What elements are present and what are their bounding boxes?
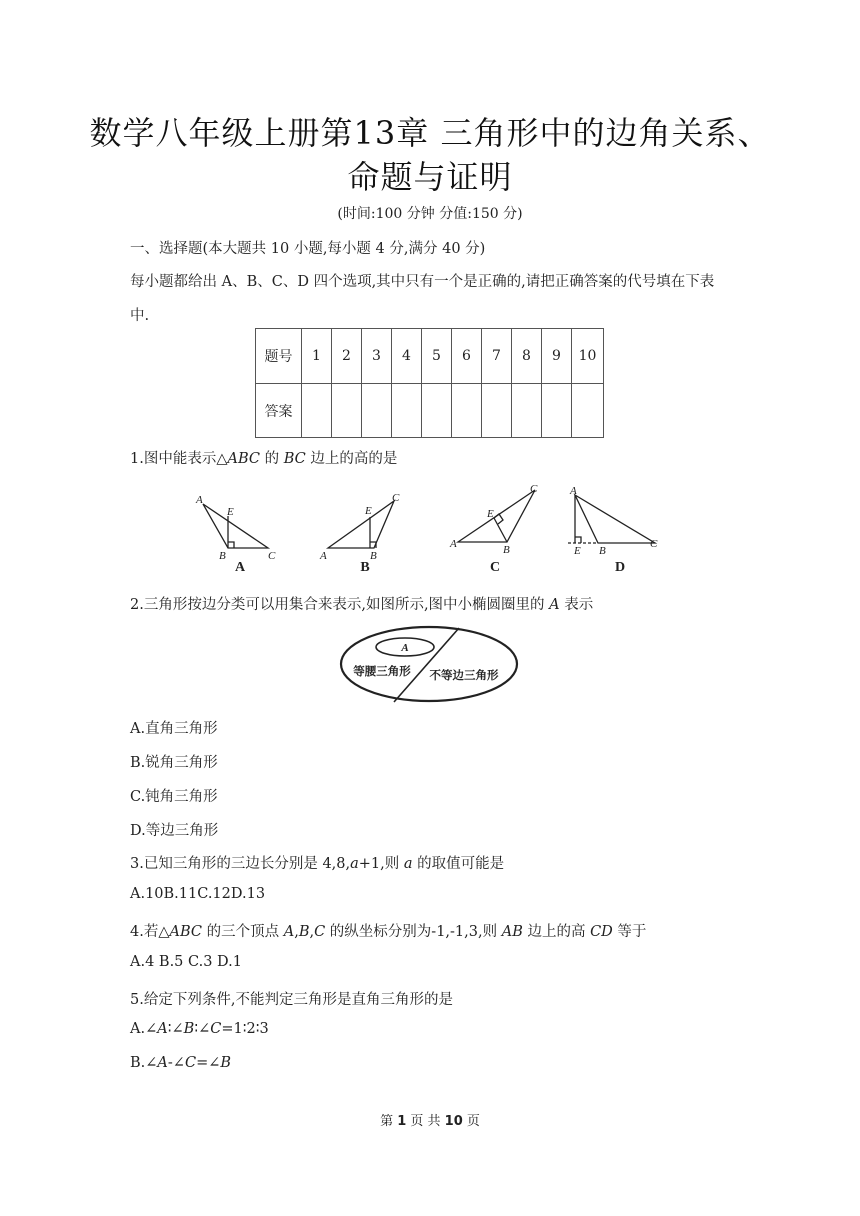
fig-a-vertex-e: E — [227, 506, 234, 518]
answer-cell[interactable] — [422, 384, 452, 438]
exam-time-score: (时间:100 分钟 分值:150 分) — [337, 206, 523, 222]
question-number-cell: 1 — [302, 329, 332, 384]
scalene-label: 不等边三角形 — [429, 670, 499, 682]
question-number-cell: 5 — [422, 329, 452, 384]
question-1-figure — [190, 480, 670, 575]
fig-caption-d: D — [614, 560, 626, 575]
question-4: 4.若△ABC 的三个顶点 A,B,C 的纵坐标分别为-1,-1,3,则 AB 边上的高 CD 等于 — [130, 924, 647, 940]
right-angle-mark-d — [575, 537, 581, 543]
question-number-cell: 8 — [512, 329, 542, 384]
question-2: 2.三角形按边分类可以用集合来表示,如图所示,图中小椭圆圈里的 A 表示 — [130, 597, 594, 613]
question-5: 5.给定下列条件,不能判定三角形是直角三角形的是 — [130, 992, 453, 1008]
answer-cell[interactable] — [302, 384, 332, 438]
right-angle-mark-c — [494, 514, 503, 524]
answer-cell[interactable] — [572, 384, 604, 438]
q3-options: A.10B.11C.12D.13 — [130, 886, 266, 902]
fig-b-vertex-a: A — [320, 550, 327, 562]
instruction-line1: 每小题都给出 A、B、C、D 四个选项,其中只有一个是正确的,请把正确答案的代号填在下表 — [130, 274, 715, 290]
row-label-answer: 答案 — [256, 384, 302, 438]
answer-cell[interactable] — [392, 384, 422, 438]
total-pages: 10 — [444, 1114, 463, 1129]
fig-c-vertex-c: C — [530, 483, 538, 495]
row-label-question-number: 题号 — [256, 329, 302, 384]
answer-row — [256, 384, 604, 438]
fig-d-vertex-e: E — [574, 545, 581, 557]
answer-cell[interactable] — [332, 384, 362, 438]
answer-cell[interactable] — [512, 384, 542, 438]
answer-cell[interactable] — [482, 384, 512, 438]
divider-line — [394, 628, 459, 702]
fig-c-vertex-b: B — [503, 544, 510, 556]
q2-option-b: B.锐角三角形 — [130, 755, 218, 771]
instruction-line2: 中. — [130, 308, 150, 324]
q2-option-a: A.直角三角形 — [130, 721, 218, 737]
q2-option-d: D.等边三角形 — [130, 823, 219, 839]
fig-c-vertex-e: E — [487, 508, 494, 520]
fig-b-vertex-e: E — [365, 505, 372, 517]
triangle-a-outline — [203, 504, 268, 548]
document-title-line2: 命题与证明 — [347, 158, 513, 196]
question-number-cell: 10 — [572, 329, 604, 384]
right-angle-mark-a — [228, 542, 234, 548]
fig-b-vertex-c: C — [392, 492, 400, 504]
q4-options: A.4 B.5 C.3 D.1 — [130, 954, 242, 970]
fig-caption-a: A — [234, 560, 246, 575]
fig-caption-b: B — [360, 560, 370, 575]
question-number-cell: 3 — [362, 329, 392, 384]
fig-d-vertex-a: A — [570, 485, 577, 497]
question-number-row — [256, 329, 604, 384]
fig-a-vertex-c: C — [268, 550, 276, 562]
fig-d-vertex-b: B — [599, 545, 606, 557]
outer-ellipse — [341, 627, 517, 701]
question-1: 1.图中能表示△ABC 的 BC 边上的高的是 — [130, 451, 398, 467]
q5-option-a: A.∠A∶∠B∶∠C=1∶2∶3 — [130, 1021, 269, 1037]
question-3: 3.已知三角形的三边长分别是 4,8,a+1,则 a 的取值可能是 — [130, 856, 505, 872]
q5-option-b: B.∠A-∠C=∠B — [130, 1055, 232, 1071]
answer-cell[interactable] — [452, 384, 482, 438]
question-2-set-diagram — [338, 624, 520, 706]
isosceles-label: 等腰三角形 — [353, 666, 411, 678]
triangle-d-outline — [575, 495, 655, 543]
answer-table — [255, 328, 604, 438]
question-number-cell: 4 — [392, 329, 422, 384]
section-heading: 一、选择题(本大题共 10 小题,每小题 4 分,满分 40 分) — [130, 241, 486, 257]
fig-a-vertex-b: B — [219, 550, 226, 562]
page-footer: 第 1 页 共 10 页 — [380, 1114, 480, 1129]
document-title-line1: 数学八年级上册第13章 三角形中的边角关系、 — [89, 114, 771, 152]
question-number-cell: 7 — [482, 329, 512, 384]
question-number-cell: 6 — [452, 329, 482, 384]
fig-b-vertex-b: B — [370, 550, 377, 562]
answer-cell[interactable] — [542, 384, 572, 438]
triangle-b-outline — [328, 501, 394, 548]
fig-caption-c: C — [489, 560, 501, 575]
fig-c-vertex-a: A — [450, 538, 457, 550]
q2-option-c: C.钝角三角形 — [130, 789, 218, 805]
question-number-cell: 9 — [542, 329, 572, 384]
answer-cell[interactable] — [362, 384, 392, 438]
fig-d-vertex-c: C — [650, 538, 658, 550]
current-page: 1 — [397, 1114, 407, 1129]
inner-set-label: A — [401, 642, 409, 654]
fig-a-vertex-a: A — [196, 494, 203, 506]
question-number-cell: 2 — [332, 329, 362, 384]
